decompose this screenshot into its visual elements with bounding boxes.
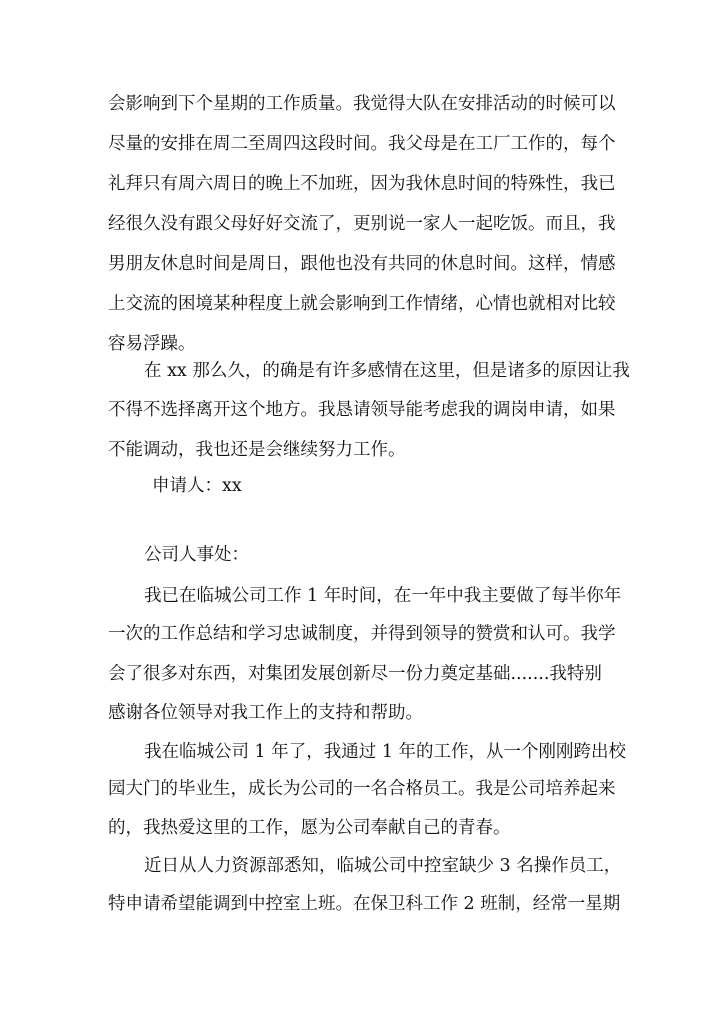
text-line: 感谢各位领导对我工作上的支持和帮助。 — [108, 703, 423, 723]
text-line: 容易浮躁。 — [108, 334, 196, 354]
text-line: 我已在临城公司工作 1 年时间，在一年中我主要做了每半你年 — [144, 586, 622, 606]
text-line: 上交流的困境某种程度上就会影响到工作情绪，心情也就相对比较 — [108, 294, 616, 314]
text-line: 不得不选择离开这个地方。我恳请领导能考虑我的调岗申请，如果 — [108, 400, 616, 420]
text-line: 园大门的毕业生，成长为公司的一名合格员工。我是公司培养起来 — [108, 779, 616, 799]
text-line: 近日从人力资源部悉知，临城公司中控室缺少 3 名操作员工， — [144, 856, 622, 876]
text-line: 男朋友休息时间是周日，跟他也没有共同的休息时间。这样，情感 — [108, 254, 616, 274]
text-line: 尽量的安排在周二至周四这段时间。我父母是在工厂工作的，每个 — [108, 134, 616, 154]
text-line: 经很久没有跟父母好好交流了，更别说一家人一起吃饭。而且，我 — [108, 214, 616, 234]
text-line: 会影响到下个星期的工作质量。我觉得大队在安排活动的时候可以 — [108, 94, 616, 114]
text-line: 在 xx 那么久，的确是有许多感情在这里，但是诸多的原因让我 — [144, 361, 630, 381]
applicant-signature: 申请人：xx — [152, 476, 242, 496]
text-line: 礼拜只有周六周日的晚上不加班，因为我休息时间的特殊性，我已 — [108, 174, 616, 194]
text-line: 不能调动，我也还是会继续努力工作。 — [108, 440, 406, 460]
text-line: 会了很多对东西，对集团发展创新尽一份力奠定基础.......我特别 — [108, 664, 602, 684]
text-line: 特申请希望能调到中控室上班。在保卫科工作 2 班制，经常一星期 — [108, 894, 621, 914]
text-line: 的，我热爱这里的工作，愿为公司奉献自己的青春。 — [108, 818, 511, 838]
text-line: 一次的工作总结和学习忠诚制度，并得到领导的赞赏和认可。我学 — [108, 624, 616, 644]
salutation: 公司人事处： — [144, 545, 249, 565]
text-line: 我在临城公司 1 年了，我通过 1 年的工作，从一个刚刚跨出校 — [144, 742, 627, 762]
